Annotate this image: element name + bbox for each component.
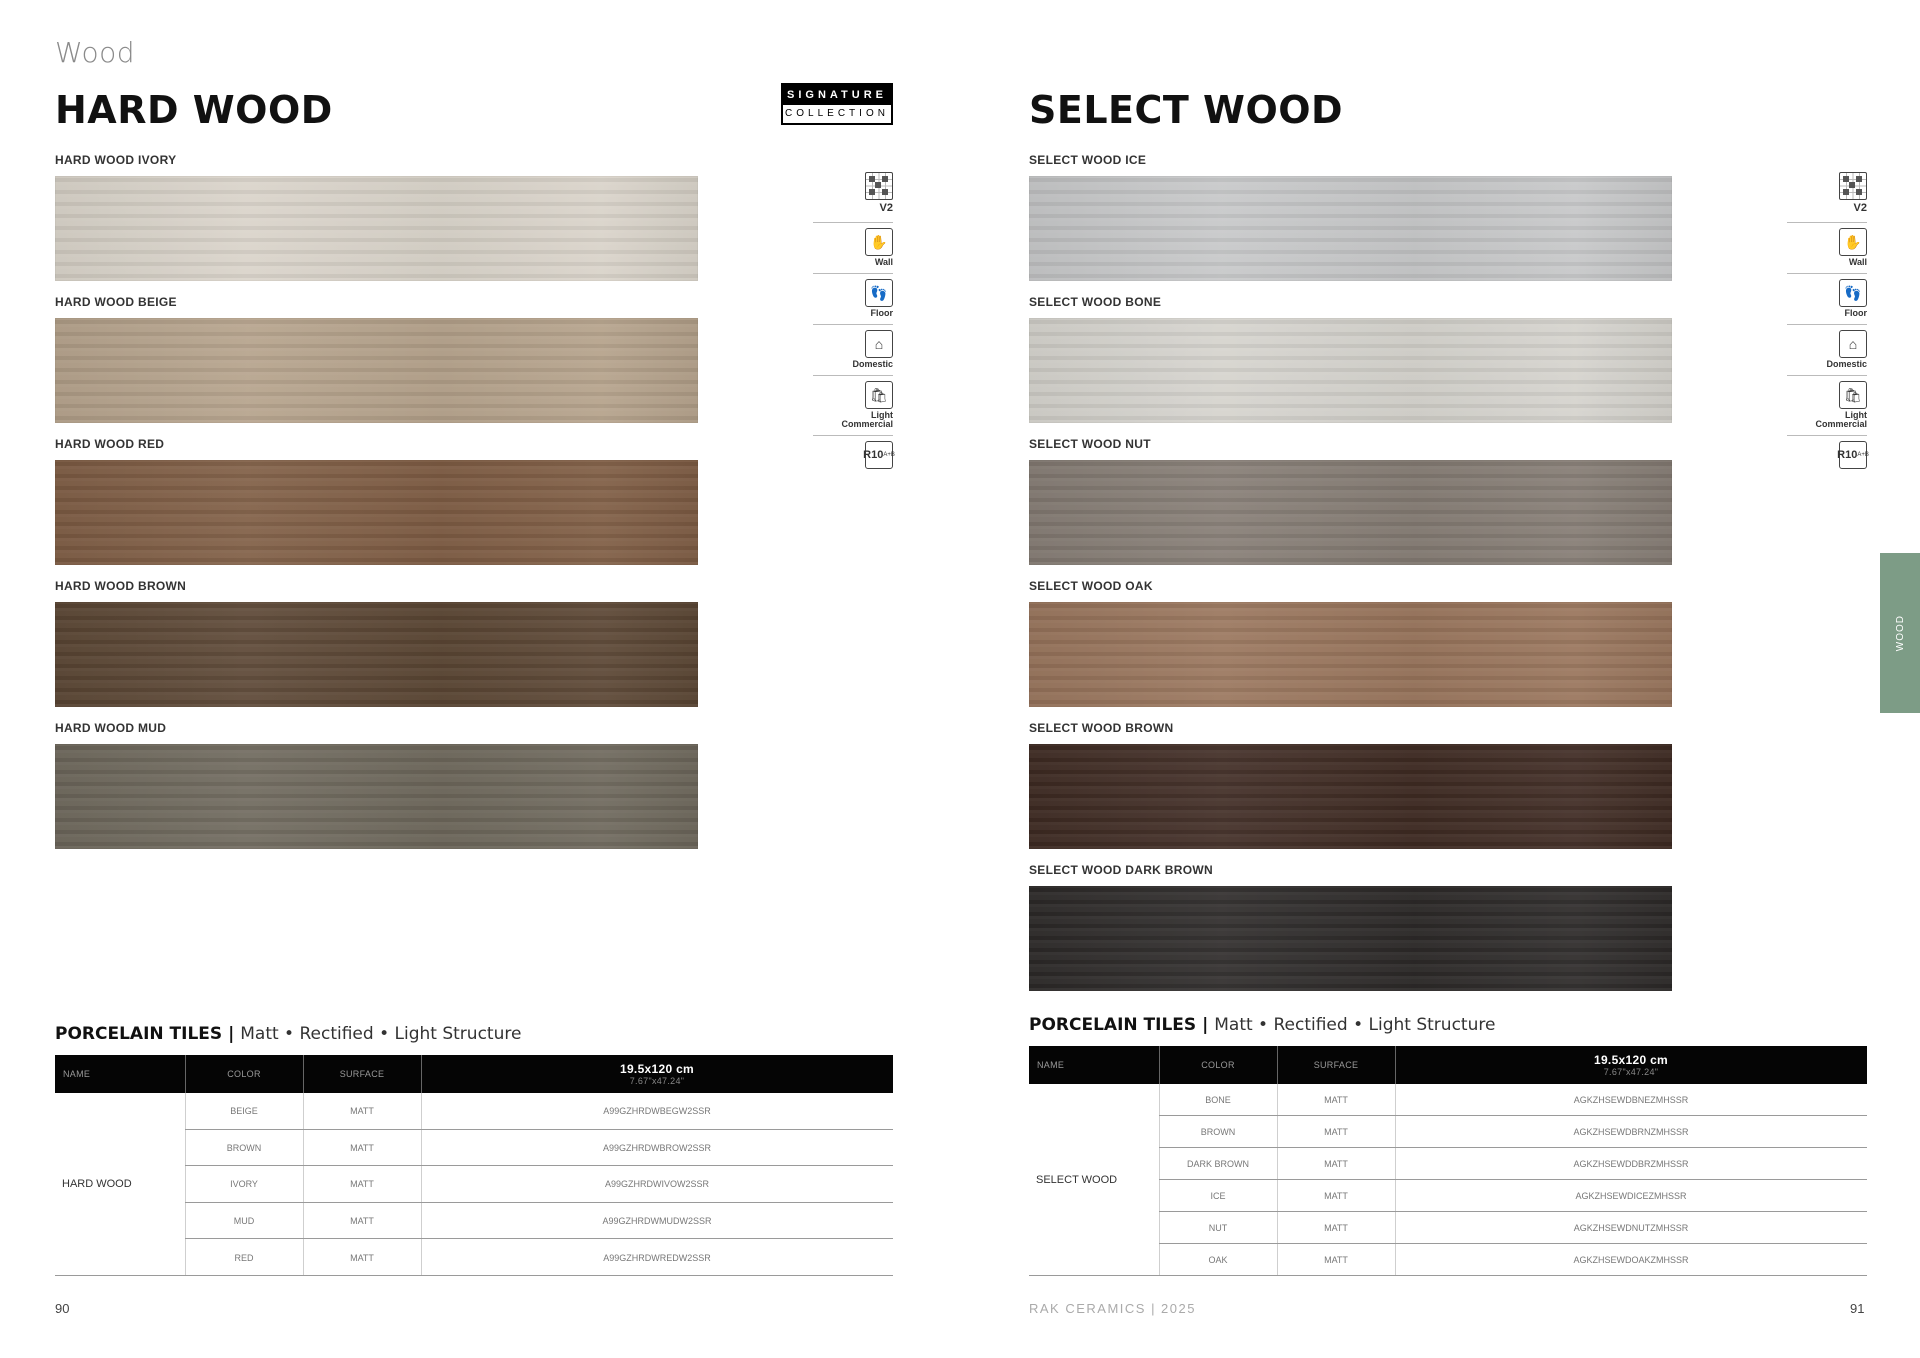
header-color: COLOR xyxy=(227,1069,261,1079)
r10-sub-text: A+B xyxy=(1857,452,1869,458)
domestic-caption: Domestic xyxy=(852,359,893,369)
house-domestic-icon: ⌂ xyxy=(1839,330,1867,358)
table-cell-surface: MATT xyxy=(1324,1191,1348,1201)
table-cell-code: AGKZHSEWDDBRZMHSSR xyxy=(1573,1159,1689,1169)
table-cell-code: A99GZHRDWBEGW2SSR xyxy=(603,1106,711,1117)
footer-brand: RAK CERAMICS | 2025 xyxy=(1029,1301,1196,1316)
tile-label: HARD WOOD BROWN xyxy=(55,579,187,593)
table-cell-color: BROWN xyxy=(1200,1127,1236,1137)
table-row xyxy=(1159,1244,1867,1276)
porcelain-separator: | xyxy=(1202,1015,1209,1035)
page-number-right: 91 xyxy=(1850,1301,1865,1316)
tile-label: HARD WOOD BEIGE xyxy=(55,295,177,309)
tile-swatch-select-wood-bone[interactable] xyxy=(1029,318,1672,423)
table-cell-color: IVORY xyxy=(230,1179,258,1190)
usage-icons-right xyxy=(1807,172,1867,472)
light-caption: Light xyxy=(1845,410,1867,420)
tile-label: SELECT WOOD ICE xyxy=(1029,153,1147,167)
spec-table-header-right xyxy=(1029,1046,1867,1084)
table-row xyxy=(185,1093,893,1130)
tile-label: HARD WOOD RED xyxy=(55,437,165,451)
table-cell-surface: MATT xyxy=(1324,1255,1348,1265)
table-cell-color: RED xyxy=(234,1252,254,1263)
table-cell-code: A99GZHRDWMUDW2SSR xyxy=(602,1216,712,1227)
page-title-hard-wood: HARD WOOD xyxy=(55,88,333,132)
tile-swatch-select-wood-dark-brown[interactable] xyxy=(1029,886,1672,991)
table-cell-surface: MATT xyxy=(350,1142,374,1153)
tile-swatch-hard-wood-ivory[interactable] xyxy=(55,176,698,281)
wall-caption: Wall xyxy=(874,257,893,267)
table-cell-code: AGKZHSEWDBNEZMHSSR xyxy=(1573,1095,1689,1105)
v2-pattern-icon xyxy=(865,172,893,200)
table-cell-surface: MATT xyxy=(1324,1159,1348,1169)
section-label: Wood xyxy=(55,36,136,69)
table-row xyxy=(1159,1180,1867,1212)
tile-swatch-hard-wood-red[interactable] xyxy=(55,460,698,565)
table-cell-color: BROWN xyxy=(226,1142,262,1153)
porcelain-title-text: PORCELAIN TILES xyxy=(1029,1015,1197,1035)
porcelain-separator: | xyxy=(228,1024,235,1044)
shopping-bag-commercial-icon: 🛍 xyxy=(1839,381,1867,409)
footprint-floor-icon: 👣 xyxy=(865,279,893,307)
table-row xyxy=(185,1203,893,1240)
table-cell-code: A99GZHRDWIVOW2SSR xyxy=(604,1179,709,1190)
porcelain-title-right xyxy=(1029,1015,1495,1035)
header-size xyxy=(421,1055,893,1093)
table-cell-code: AGKZHSEWDICEZMHSSR xyxy=(1575,1191,1687,1201)
tile-label: HARD WOOD MUD xyxy=(55,721,167,735)
table-cell-code: A99GZHRDWBROW2SSR xyxy=(602,1142,711,1153)
r10-text: R10 xyxy=(863,449,884,461)
r10-sub-text: A+B xyxy=(883,452,895,458)
row-divider xyxy=(55,1275,893,1276)
header-size-inch: 7.67"x47.24" xyxy=(1603,1067,1659,1077)
header-surface: SURFACE xyxy=(1313,1060,1359,1070)
table-cell-color: NUT xyxy=(1208,1223,1228,1233)
domestic-caption: Domestic xyxy=(1826,359,1867,369)
table-cell-code: AGKZHSEWDNUTZMHSSR xyxy=(1573,1223,1689,1233)
table-row xyxy=(185,1239,893,1276)
wall-caption: Wall xyxy=(1848,257,1867,267)
tile-swatch-hard-wood-beige[interactable] xyxy=(55,318,698,423)
table-row xyxy=(1159,1148,1867,1180)
table-cell-color: ICE xyxy=(1210,1191,1226,1201)
shopping-bag-commercial-icon: 🛍 xyxy=(865,381,893,409)
commercial-caption: Commercial xyxy=(1815,419,1867,429)
usage-icons-left xyxy=(833,172,893,472)
hand-wall-icon: ✋ xyxy=(865,228,893,256)
table-cell-color: BONE xyxy=(1205,1095,1231,1105)
v2-caption: V2 xyxy=(879,202,893,214)
table-cell-color: BEIGE xyxy=(230,1106,258,1117)
tile-label: SELECT WOOD DARK BROWN xyxy=(1029,863,1213,877)
header-size xyxy=(1395,1046,1867,1084)
table-cell-code: AGKZHSEWDOAKZMHSSR xyxy=(1573,1255,1689,1265)
table-row xyxy=(185,1130,893,1167)
tile-swatch-select-wood-oak[interactable] xyxy=(1029,602,1672,707)
table-name-select-wood: SELECT WOOD xyxy=(1036,1174,1118,1186)
row-divider xyxy=(1029,1275,1867,1276)
header-color: COLOR xyxy=(1201,1060,1235,1070)
house-domestic-icon: ⌂ xyxy=(865,330,893,358)
spec-table-header-left xyxy=(55,1055,893,1093)
v2-caption: V2 xyxy=(1853,202,1867,214)
table-cell-surface: MATT xyxy=(350,1252,374,1263)
table-cell-surface: MATT xyxy=(350,1216,374,1227)
tile-swatch-select-wood-nut[interactable] xyxy=(1029,460,1672,565)
table-cell-surface: MATT xyxy=(1324,1095,1348,1105)
tile-swatch-select-wood-brown[interactable] xyxy=(1029,744,1672,849)
page-number-left: 90 xyxy=(55,1301,70,1316)
table-cell-code: AGKZHSEWDBRNZMHSSR xyxy=(1573,1127,1689,1137)
page-title-select-wood: SELECT WOOD xyxy=(1029,88,1344,132)
table-cell-color: OAK xyxy=(1208,1255,1228,1265)
porcelain-subtitle: Matt • Rectified • Light Structure xyxy=(1214,1015,1496,1035)
table-cell-color: MUD xyxy=(233,1216,255,1227)
table-cell-code: A99GZHRDWREDW2SSR xyxy=(603,1252,711,1263)
floor-caption: Floor xyxy=(870,308,893,318)
table-row xyxy=(1159,1084,1867,1116)
tile-label: SELECT WOOD NUT xyxy=(1029,437,1151,451)
table-row xyxy=(1159,1212,1867,1244)
table-row xyxy=(185,1166,893,1203)
tile-swatch-select-wood-ice[interactable] xyxy=(1029,176,1672,281)
table-cell-surface: MATT xyxy=(1324,1127,1348,1137)
light-caption: Light xyxy=(871,410,893,420)
tile-label: SELECT WOOD BROWN xyxy=(1029,721,1174,735)
side-tab-wood[interactable] xyxy=(1880,553,1920,713)
porcelain-title-text: PORCELAIN TILES xyxy=(55,1024,223,1044)
r10-slip-rating-icon xyxy=(865,441,893,469)
hand-wall-icon: ✋ xyxy=(1839,228,1867,256)
porcelain-title-left xyxy=(55,1024,521,1044)
table-name-hard-wood: HARD WOOD xyxy=(62,1178,132,1190)
header-surface: SURFACE xyxy=(339,1069,385,1079)
badge-top-text: SIGNATURE xyxy=(783,85,891,105)
header-name: NAME xyxy=(63,1069,91,1079)
side-tab-label: WOOD xyxy=(1894,614,1906,652)
tile-label: SELECT WOOD BONE xyxy=(1029,295,1162,309)
header-name: NAME xyxy=(1037,1060,1065,1070)
table-cell-surface: MATT xyxy=(350,1179,374,1190)
r10-text: R10 xyxy=(1837,449,1858,461)
r10-slip-rating-icon xyxy=(1839,441,1867,469)
table-cell-color: DARK BROWN xyxy=(1186,1159,1249,1169)
table-cell-surface: MATT xyxy=(350,1106,374,1117)
header-size-cm: 19.5x120 cm xyxy=(1593,1053,1669,1067)
header-size-inch: 7.67"x47.24" xyxy=(629,1076,685,1086)
v2-pattern-icon xyxy=(1839,172,1867,200)
commercial-caption: Commercial xyxy=(841,419,893,429)
signature-collection-badge xyxy=(781,83,893,125)
porcelain-subtitle: Matt • Rectified • Light Structure xyxy=(240,1024,522,1044)
table-cell-surface: MATT xyxy=(1324,1223,1348,1233)
tile-label: SELECT WOOD OAK xyxy=(1029,579,1153,593)
badge-bottom-text: COLLECTION xyxy=(785,108,889,119)
header-size-cm: 19.5x120 cm xyxy=(619,1062,695,1076)
tile-label: HARD WOOD IVORY xyxy=(55,153,177,167)
table-row xyxy=(1159,1116,1867,1148)
floor-caption: Floor xyxy=(1844,308,1867,318)
tile-swatch-hard-wood-mud[interactable] xyxy=(55,744,698,849)
footprint-floor-icon: 👣 xyxy=(1839,279,1867,307)
tile-swatch-hard-wood-brown[interactable] xyxy=(55,602,698,707)
